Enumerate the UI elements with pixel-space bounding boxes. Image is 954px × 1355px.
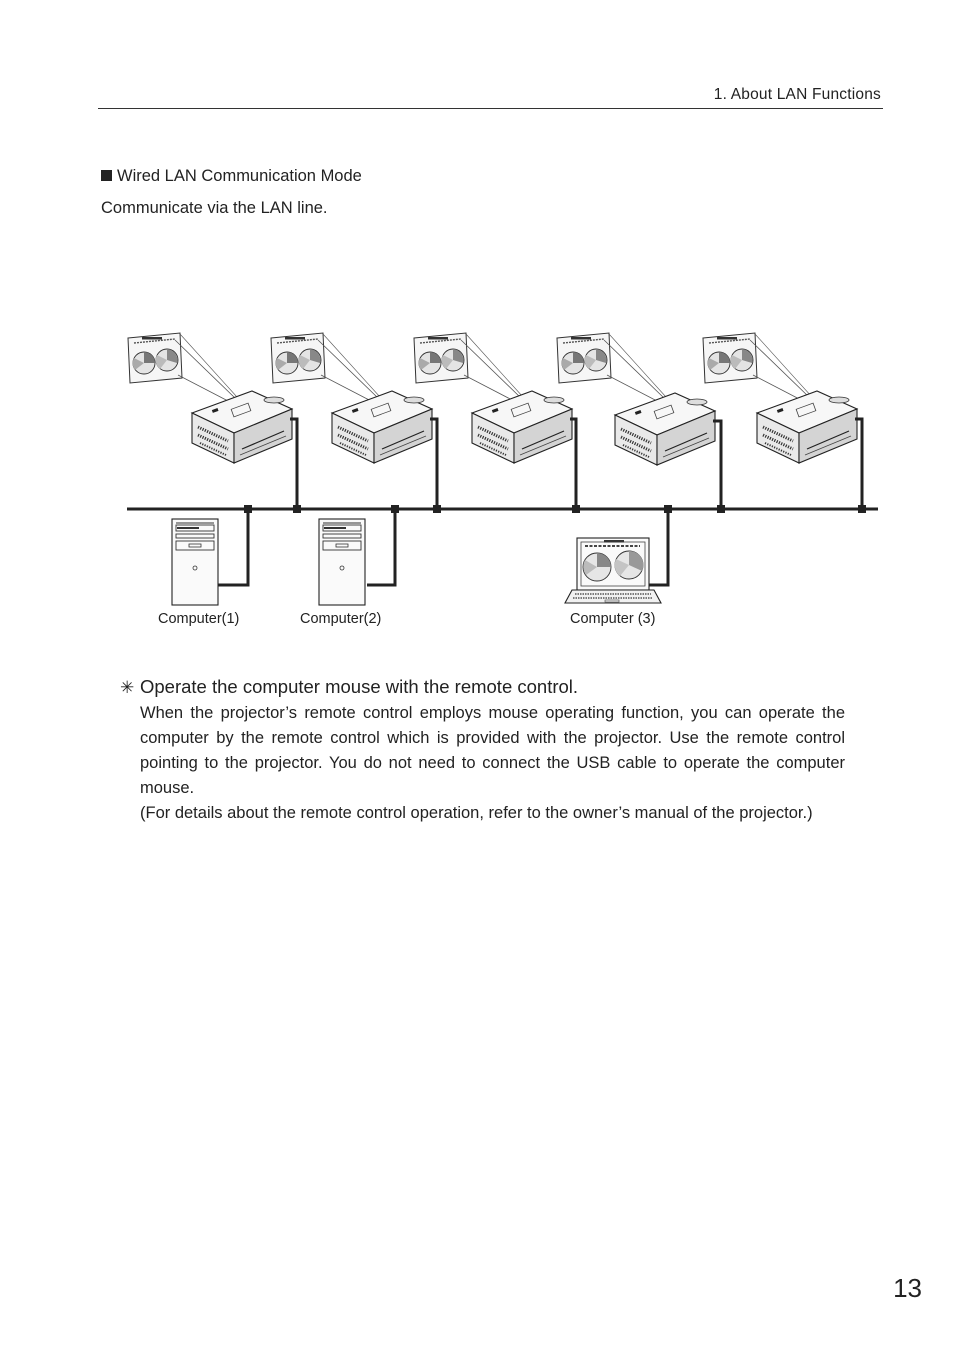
section-intro: Communicate via the LAN line. (101, 199, 328, 217)
header-title: 1. About LAN Functions (713, 86, 881, 103)
computer-label-3: Computer (3) (570, 611, 656, 627)
note-title-text: Operate the computer mouse with the remote control. (140, 676, 579, 697)
header-rule (98, 108, 883, 109)
connector-icon (717, 505, 725, 513)
page-number: 13 (893, 1273, 922, 1303)
projectors (192, 391, 857, 465)
note-paragraph: (For details about the remote control operation, refer to the owner’s manual of the projector.) (140, 804, 813, 822)
screen-icon (557, 333, 666, 402)
connector-icon (664, 505, 672, 513)
connector-icon (391, 505, 399, 513)
computer-cable (218, 509, 248, 585)
connector-icon (858, 505, 866, 513)
section-heading (101, 167, 362, 186)
computer-cable (648, 509, 668, 585)
desktop-computer-icon (172, 519, 218, 605)
lan-diagram (120, 315, 890, 640)
screen-icon (271, 333, 380, 402)
connector-icon (572, 505, 580, 513)
computer-cable (367, 509, 395, 585)
square-bullet-icon (101, 170, 112, 181)
desktop-computers (172, 519, 365, 605)
projector-icon (192, 391, 292, 463)
asterisk-icon: ✳ (120, 678, 135, 697)
computer-label-2: Computer(2) (300, 611, 382, 627)
note-body (140, 701, 845, 826)
connector-icon (433, 505, 441, 513)
projector-icon (757, 391, 857, 463)
section-heading-text: Wired LAN Communication Mode (117, 167, 362, 185)
lan-diagram-svg (120, 315, 890, 640)
laptop-icon (565, 538, 661, 603)
note-title (120, 676, 578, 698)
screen-icon (128, 333, 237, 402)
connector-icon (244, 505, 252, 513)
projector-icon (615, 393, 715, 465)
note-paragraph: When the projector’s remote control employs mouse operating function, you can operate the computer by the remote control which is provided with the projector. Use the remote control pointing to the projector. You do not need to connect the USB cable to operate the computer mouse. (140, 704, 845, 797)
projector-icon (472, 391, 572, 463)
projector-icon (332, 391, 432, 463)
desktop-computer-icon (319, 519, 365, 605)
screen-icon (703, 333, 812, 402)
screens (128, 333, 812, 402)
screen-icon (414, 333, 523, 402)
computer-label-1: Computer(1) (158, 611, 240, 627)
connector-icon (293, 505, 301, 513)
